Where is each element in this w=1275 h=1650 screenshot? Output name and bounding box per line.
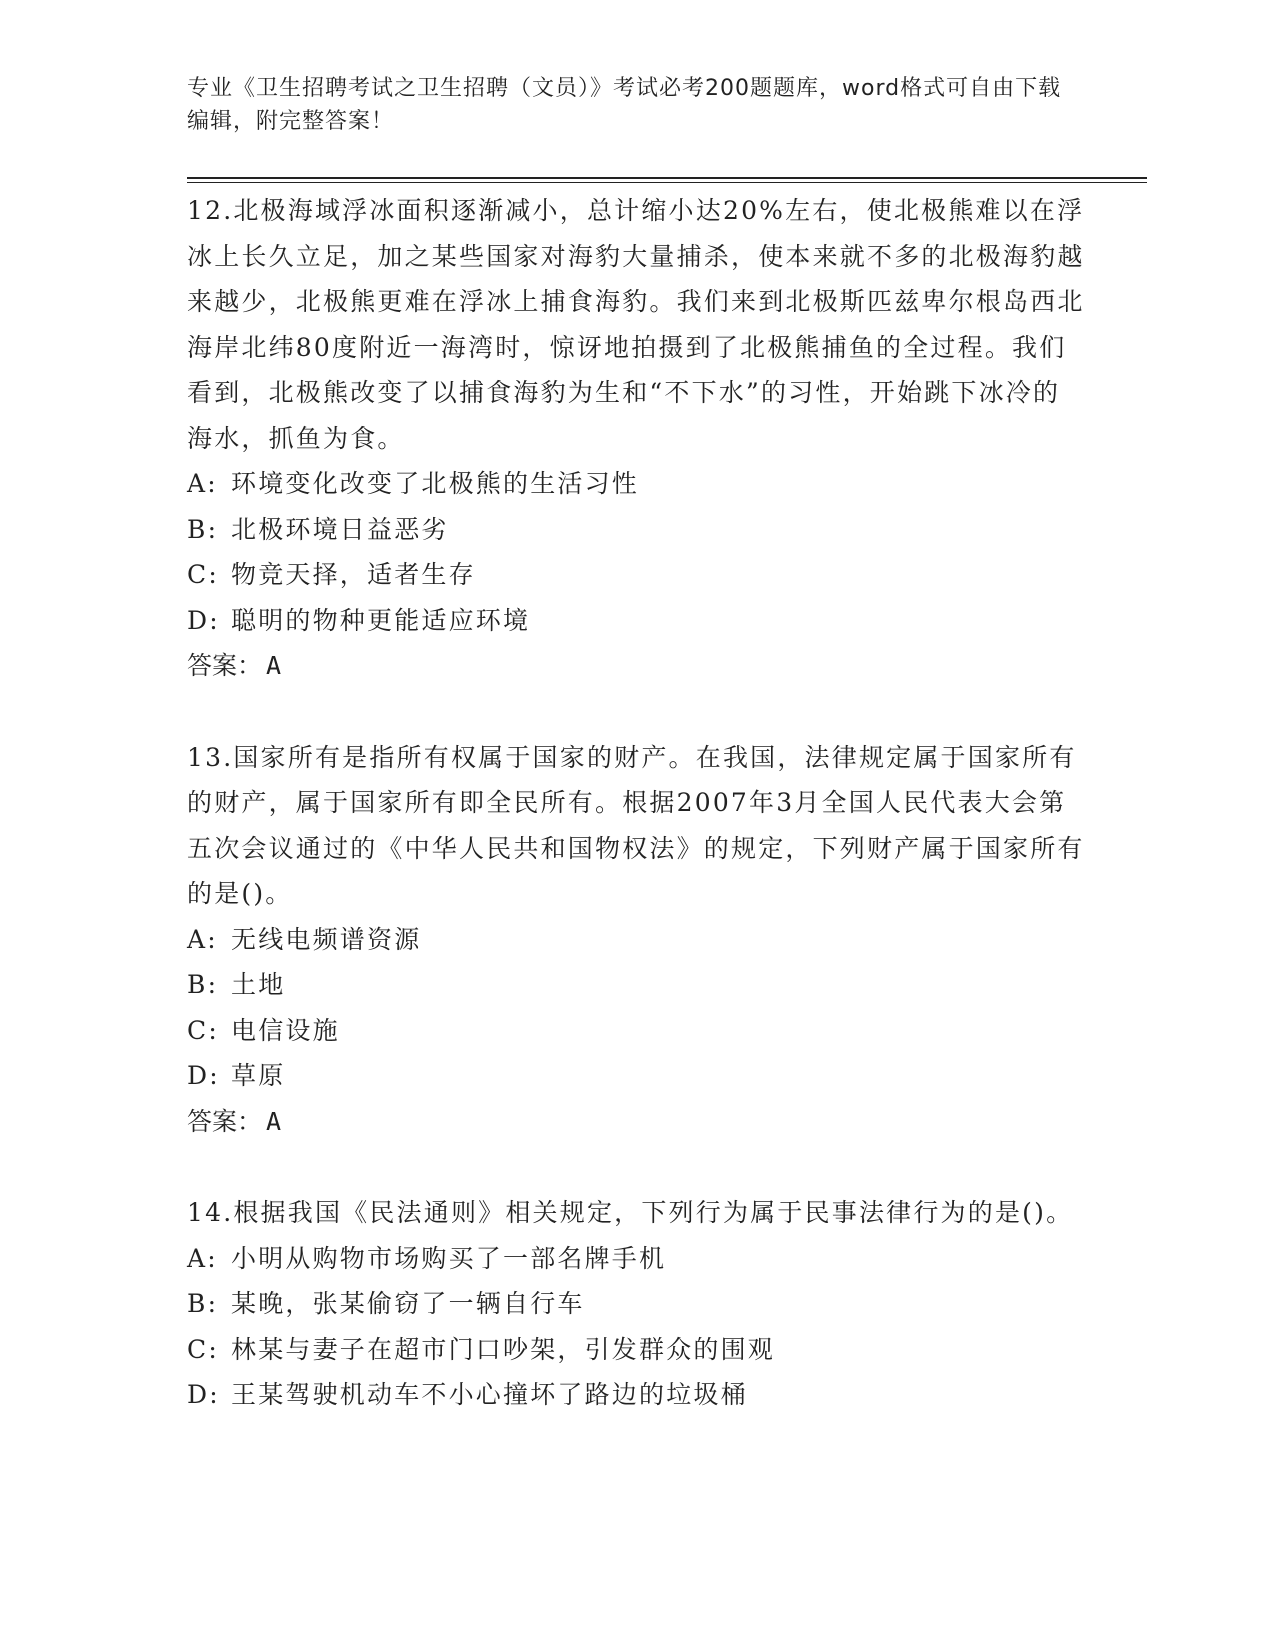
option-c [187,1327,1087,1373]
option-d [187,1053,1087,1099]
answer-value: A [266,651,282,680]
question-13 [187,735,1087,1145]
option-text: 环境变化改变了北极熊的生活习性 [231,469,640,498]
option-text: 无线电频谱资源 [231,924,422,954]
option-text: 物竞天择，适者生存 [231,560,476,589]
option-key: B: [187,1289,219,1318]
option-text: 王某驾驶机动车不小心撞坏了路边的垃圾桶 [231,1380,748,1409]
answer-line [187,643,1087,689]
document-header: 专业《卫生招聘考试之卫生招聘（文员）》考试必考200题题库，word格式可自由下载编辑，附完整答案！ [187,76,1062,134]
option-key: C: [187,1334,219,1364]
option-key: C: [187,1015,219,1045]
option-key: C: [187,560,219,589]
header-rule-thin [187,182,1147,183]
question-12 [187,188,1087,689]
header-rule-thick [187,177,1147,179]
option-c [187,1008,1087,1054]
option-c [187,552,1087,598]
answer-label: 答案： [187,651,263,680]
option-text: 电信设施 [231,1015,340,1045]
option-text: 土地 [231,970,286,999]
option-text: 小明从购物市场购买了一部名牌手机 [231,1243,667,1273]
question-stem: 13.国家所有是指所有权属于国家的财产。在我国，法律规定属于国家所有的财产，属于国家所有即全民所有。根据2007年3月全国人民代表大会第五次会议通过的《中华人民共和国物权法》的规定，下列财产属于国家所有的是()。 [187,742,1085,908]
option-key: D: [187,1061,220,1090]
option-a [187,461,1087,507]
option-d [187,598,1087,644]
option-text: 草原 [231,1061,286,1090]
answer-label: 答案： [187,1106,263,1136]
answer-line [187,1099,1087,1145]
option-key: B: [187,970,219,999]
option-a [187,917,1087,963]
option-key: D: [187,605,220,635]
option-text: 北极环境日益恶劣 [231,514,449,544]
option-key: A: [187,924,218,954]
option-key: D: [187,1380,220,1409]
option-text: 林某与妻子在超市门口吵架，引发群众的围观 [231,1334,776,1364]
answer-value: A [266,1106,282,1136]
question-14 [187,1190,1087,1418]
option-d [187,1372,1087,1418]
question-list [187,188,1087,1464]
question-stem: 14.根据我国《民法通则》相关规定，下列行为属于民事法律行为的是()。 [187,1198,1074,1227]
option-b [187,507,1087,553]
option-b [187,962,1087,1008]
option-b [187,1281,1087,1327]
option-text: 聪明的物种更能适应环境 [231,605,531,635]
option-key: A: [187,469,218,498]
option-key: B: [187,514,219,544]
option-key: A: [187,1243,218,1273]
question-stem: 12.北极海域浮冰面积逐渐减小，总计缩小达20%左右，使北极熊难以在浮冰上长久立足，加之某些国家对海豹大量捕杀，使本来就不多的北极海豹越来越少，北极熊更难在浮冰上捕食海豹。我们来到北极斯匹兹卑尔根岛西北海岸北纬80度附近一海湾时，惊讶地拍摄到了北极熊捕鱼的全过程。我们看到，北极熊改变了以捕食海豹为生和“不下水”的习性，开始跳下冰冷的海水，抓鱼为食。 [187,196,1085,453]
option-text: 某晚，张某偷窃了一辆自行车 [231,1289,585,1318]
option-a [187,1236,1087,1282]
